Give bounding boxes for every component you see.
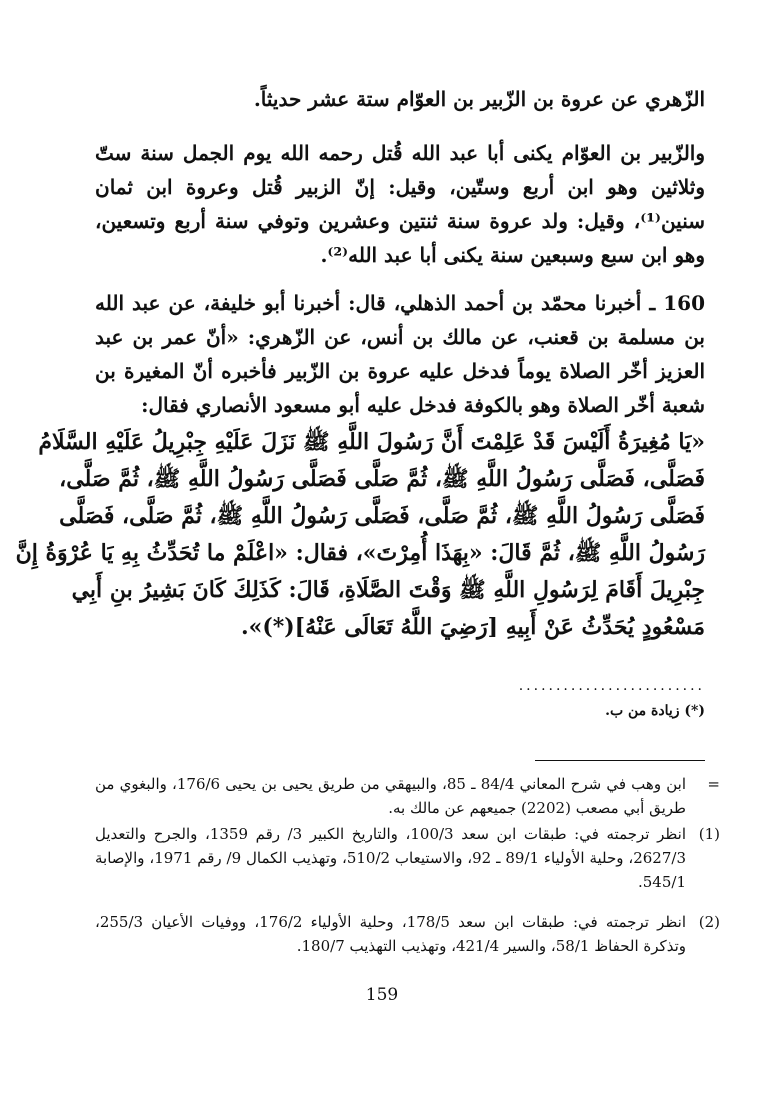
biography-paragraph: والزّبير بن العوّام يكنى أبا عبد الله قُتل رحمه الله يوم الجمل سنة ستّ وثلاثين وهو ابن أربع وستّين، وقيل: إنّ الزبير قُتل وعروة ابن ثمان سنين⁽¹⁾، وقيل: ولد عروة سنة ثنتين وعشرين وتوفي سنة أربع وتسعين، وهو ابن سبع وسبعين سنة يكنى أبا عبد الله⁽²⁾. — [95, 141, 705, 267]
quote-line: جِبْرِيلَ أَقَامَ لِرَسُولِ اللَّهِ ﷺ وَقْتَ الصَّلَاةِ، قَالَ: كَذَلِكَ كَانَ بَشِيرُ بنِ أَبِي — [71, 577, 705, 603]
quote-line: «يَا مُغِيرَةُ أَلَيْسَ قَدْ عَلِمْتَ أَنَّ رَسُولَ اللَّهِ ﷺ نَزَلَ عَلَيْهِ جِبْرِيلُ عَلَيْهِ السَّلَامُ — [38, 429, 705, 455]
footnote-1-mark: (1) — [698, 825, 720, 843]
intro-line: الزّهري عن عروة بن الزّبير بن العوّام ستة عشر حديثاً. — [253, 87, 705, 111]
quote-line: مَسْعُودٍ يُحَدِّثُ عَنْ أَبِيهِ [رَضِيَ اللَّهُ تَعَالَى عَنْهُ](*)». — [240, 614, 705, 640]
hadith-number: 160 ـ — [649, 291, 706, 315]
footnote-continuation-mark: = — [707, 775, 720, 793]
hadith-chain-text: أخبرنا محمّد بن أحمد الذهلي، قال: أخبرنا أبو خليفة، عن عبد الله بن مسلمة بن قعنب، عن مالك بن أنس، عن الزّهري: «أنّ عمر بن عبد العزيز أخّر الصلاة يوماً فدخل عليه عروة بن الزّبير فأخبره أنّ المغيرة بن شعبة أخّر الصلاة وهو بالكوفة فدخل عليه أبو مسعود الأنصاري فقال: — [95, 291, 705, 417]
page-number: 159 — [365, 985, 399, 1005]
footnote-1 — [95, 822, 720, 894]
dotted-separator: ......................... — [518, 678, 705, 694]
footnote-2 — [95, 910, 720, 958]
footnote-continuation — [95, 772, 720, 820]
quote-line: فَصَلَّى رَسُولُ اللَّهِ ﷺ، ثُمَّ صَلَّى، فَصَلَّى رَسُولُ اللَّهِ ﷺ، ثُمَّ صَلَّى، فَصَلَّى — [59, 503, 705, 529]
footnote-continuation-text: ابن وهب في شرح المعاني 84/4 ـ 85، والبيهقي من طريق يحيى بن يحيى 176/6، والبغوي من طريق أبي مصعب (2202) جميعهم عن مالك به. — [95, 775, 686, 817]
footnote-2-text: انظر ترجمته في: طبقات ابن سعد 178/5، وحلية الأولياء 176/2، ووفيات الأعيان 255/3، وتذكرة الحفاظ 58/1، والسير 421/4، وتهذيب التهذيب 180/7. — [95, 913, 686, 955]
footnote-2-mark: (2) — [698, 913, 720, 931]
hadith-chain-paragraph — [95, 286, 705, 422]
quote-line: رَسُولُ اللَّهِ ﷺ، ثُمَّ قَالَ: «بِهَذَا أُمِرْتَ»، فقال: «اعْلَمْ ما تُحَدِّثُ بِهِ يَا عُرْوَةُ إِنَّ — [15, 540, 705, 566]
footnote-divider — [535, 760, 705, 761]
addition-note: (*) زيادة من ب. — [605, 703, 705, 719]
quote-line: فَصَلَّى، فَصَلَّى رَسُولُ اللَّهِ ﷺ، ثُمَّ صَلَّى فَصَلَّى رَسُولُ اللَّهِ ﷺ، ثُمَّ صَلَّى، — [59, 466, 705, 492]
footnote-1-text: انظر ترجمته في: طبقات ابن سعد 100/3، والتاريخ الكبير 3/ رقم 1359، والجرح والتعديل 2627/3، وحلية الأولياء 89/1 ـ 92، والاستيعاب 510/2، وتهذيب الكمال 9/ رقم 1971، والإصابة 545/1. — [95, 825, 686, 891]
